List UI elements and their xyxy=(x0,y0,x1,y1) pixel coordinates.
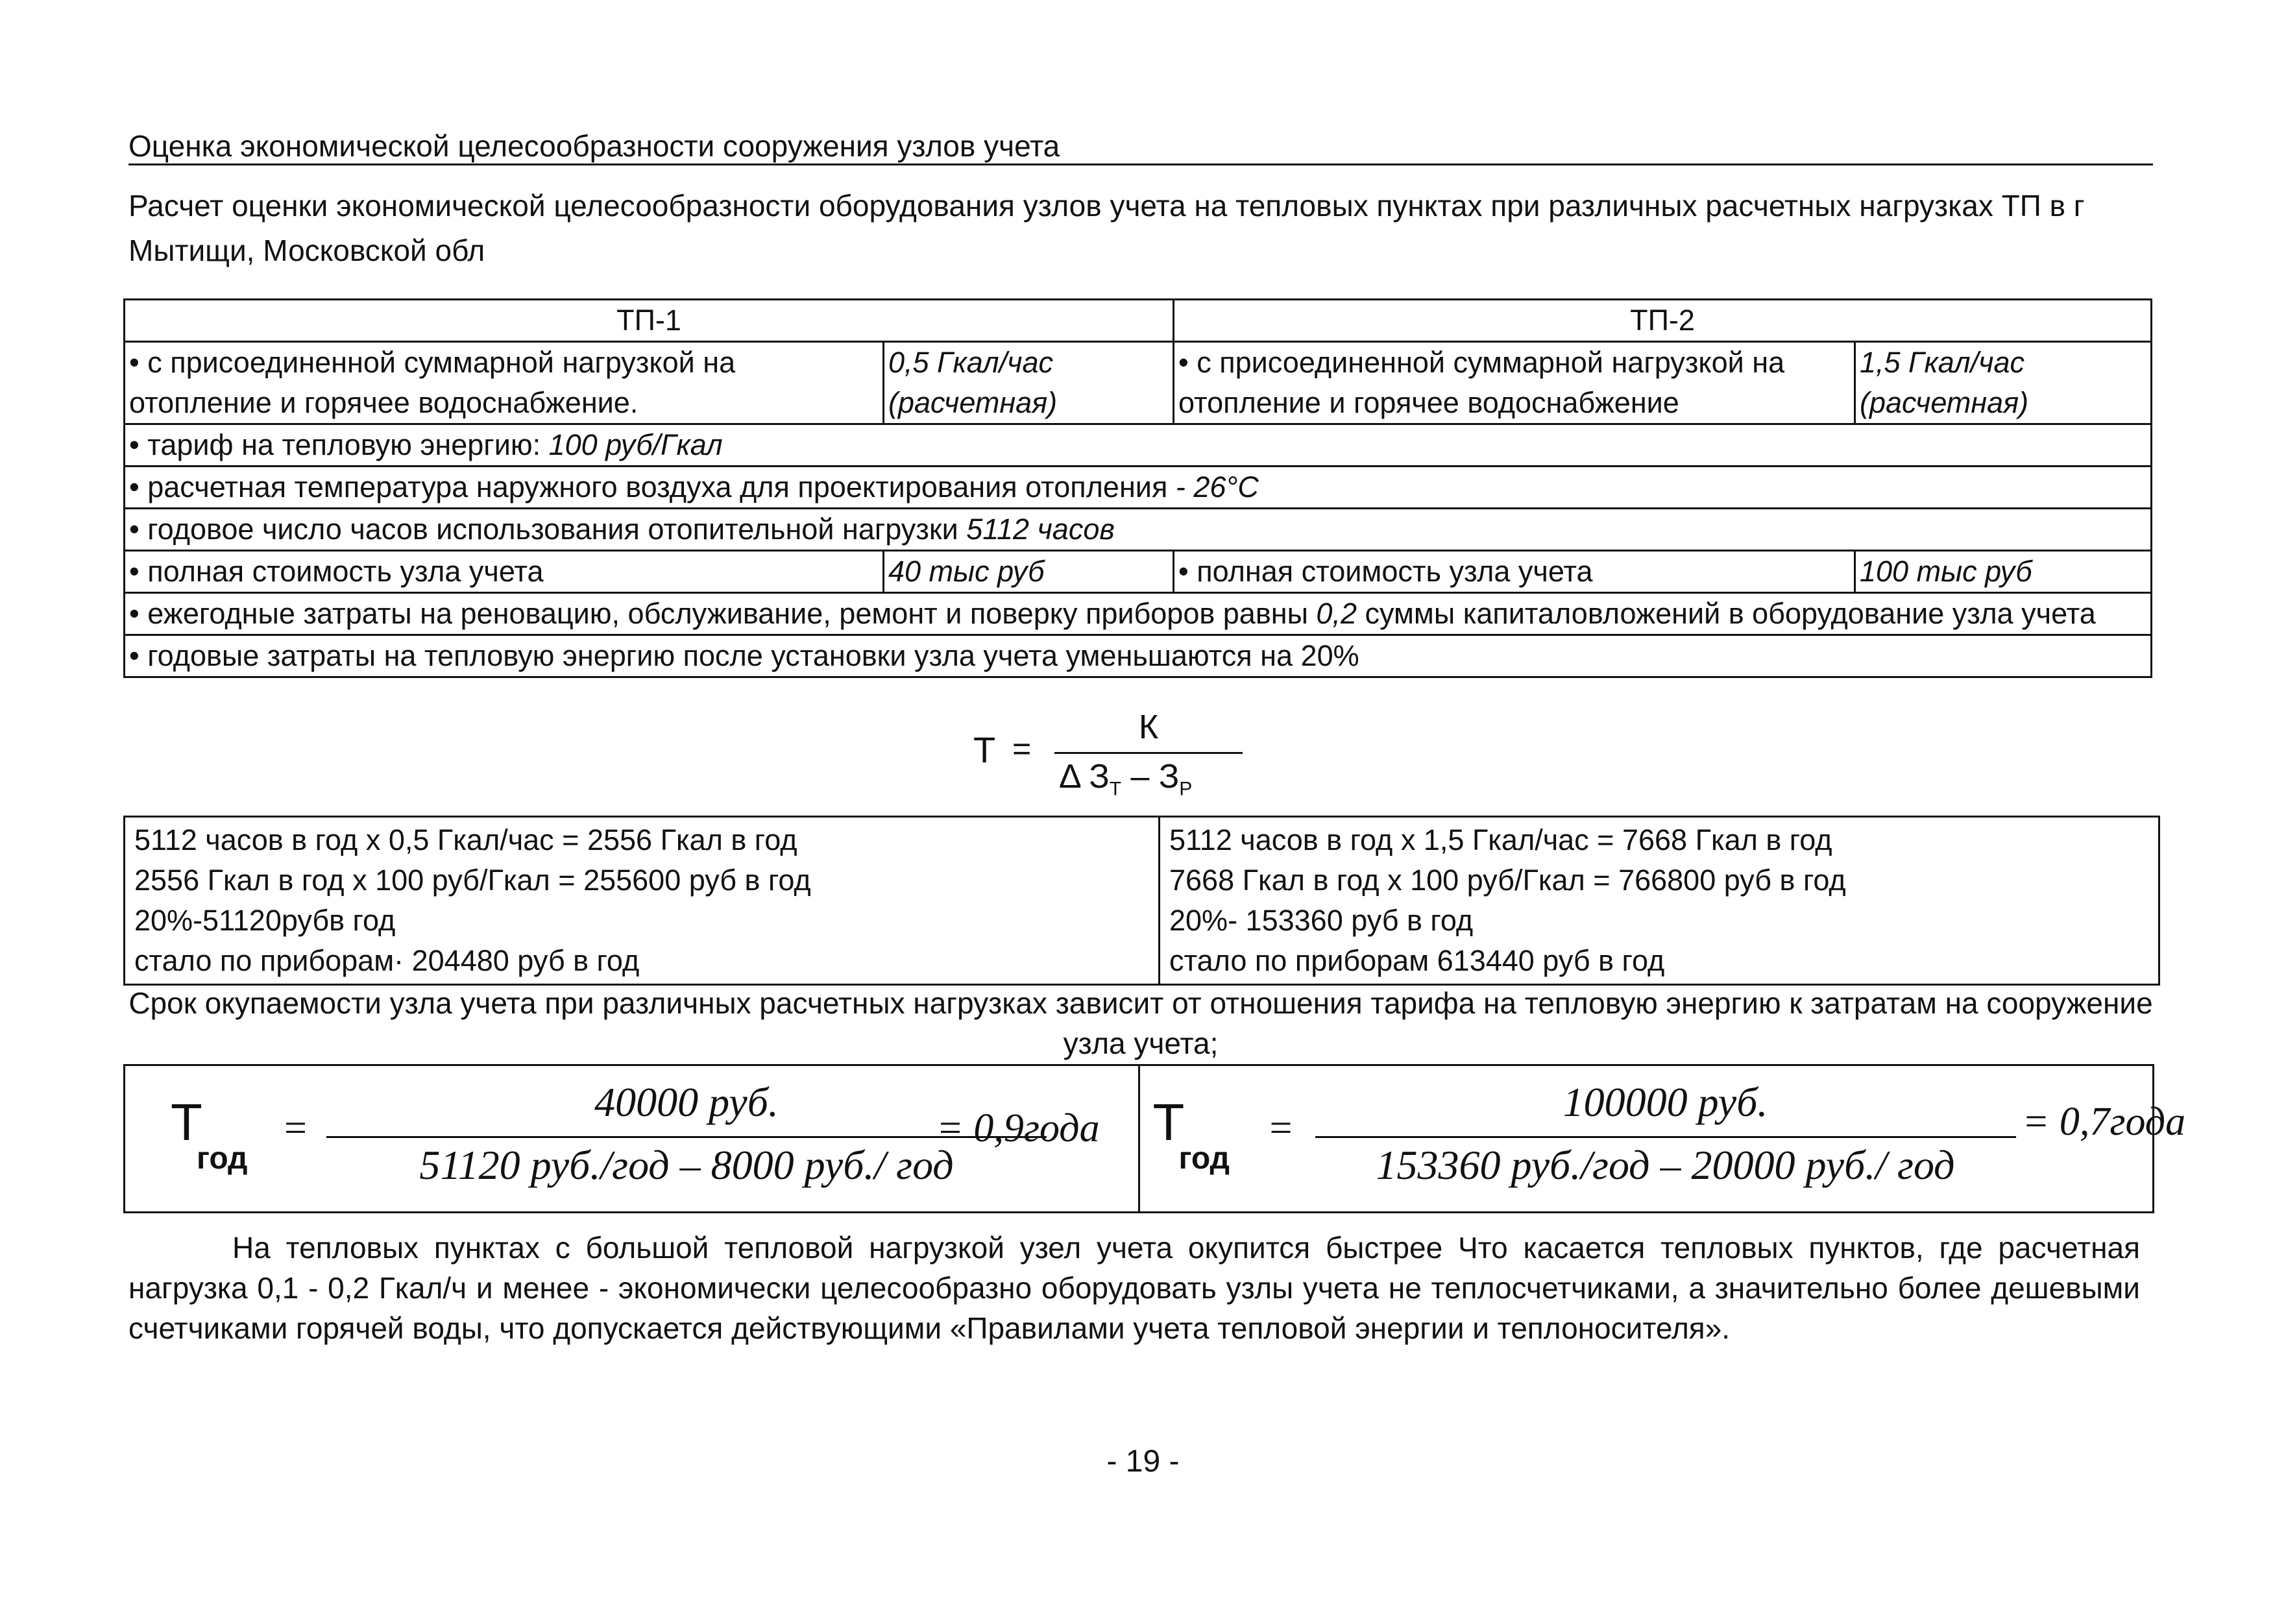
hours-row xyxy=(125,509,2152,551)
payback-equals: = xyxy=(284,1106,307,1150)
denominator-sub-p: Р xyxy=(1179,778,1193,800)
table-row xyxy=(125,593,2152,635)
conditions-table xyxy=(123,298,2152,678)
tp1-calc-line: 2556 Гкал в год х 100 руб/Гкал = 255600 руб в год xyxy=(134,864,811,897)
formula-lhs: Т xyxy=(973,729,996,770)
tp2-payback-formula xyxy=(1138,1066,2186,1211)
tp1-calc-line: 20%-51120рубв год xyxy=(134,904,396,937)
tp2-load-value: 1,5 Гкал/час (расчетная) xyxy=(1855,342,2152,424)
tp2-calculations xyxy=(1160,817,2159,985)
page-title: Оценка экономической целесообразности сооружения узлов учета xyxy=(128,128,2153,165)
intro-paragraph: Расчет оценки экономической целесообразности оборудования узлов учета на тепловых пунктах при различных расчетных нагрузках ТП в г Мытищи, Московской обл xyxy=(128,189,2085,267)
tp2-calc-line: стало по приборам 613440 руб в год xyxy=(1169,944,1665,977)
tp1-cost-value: 40 тыс руб xyxy=(884,551,1174,593)
tariff-label: • тариф на тепловую энергию: xyxy=(129,428,549,461)
page-number: - 19 - xyxy=(1106,1444,1180,1479)
formula-denominator xyxy=(1059,757,1192,801)
table-row xyxy=(125,342,2152,424)
tp1-cost-label: • полная стоимость узла учета xyxy=(125,551,884,593)
payback-denominator: 153360 руб./год – 20000 руб./ год xyxy=(1376,1142,1955,1188)
hours-label: • годовое число часов использования отопительной нагрузки xyxy=(129,513,967,546)
payback-equals: = xyxy=(1269,1106,1293,1150)
tariff-value: 100 руб/Гкал xyxy=(548,428,723,461)
tp2-cost-value: 100 тыс руб xyxy=(1855,551,2152,593)
table-row xyxy=(125,817,2159,985)
table-row xyxy=(125,424,2152,467)
tp1-payback-formula xyxy=(125,1066,1138,1211)
payback-fraction-bar xyxy=(1315,1136,2016,1138)
payback-main-formula xyxy=(973,710,1246,814)
calculations-table xyxy=(123,816,2160,986)
tp1-calc-line: стало по приборам· 204480 руб в год xyxy=(134,944,640,977)
renovation-value: 0,2 xyxy=(1316,597,1357,630)
table-row xyxy=(125,635,2152,677)
temperature-value: - 26°С xyxy=(1175,470,1259,503)
payback-result: = 0,7года xyxy=(2022,1100,2186,1144)
hours-value: 5112 часов xyxy=(966,513,1115,546)
tp2-calc-line: 20%- 153360 руб в год xyxy=(1169,904,1474,937)
payback-numerator: 100000 руб. xyxy=(1563,1079,1768,1125)
tp2-calc-line: 5112 часов в год х 1,5 Гкал/час = 7668 Гкал в год xyxy=(1169,823,1832,856)
tp2-calc-line: 7668 Гкал в год х 100 руб/Гкал = 766800 руб в год xyxy=(1169,864,1846,897)
renovation-text-end: суммы капиталовложений в оборудование узла учета xyxy=(1356,597,2096,630)
temperature-label: • расчетная температура наружного воздуха для проектирования отопления xyxy=(129,470,1176,503)
table-row xyxy=(125,509,2152,551)
payback-denominator: 51120 руб./год – 8000 руб./ год xyxy=(419,1142,954,1188)
table-row xyxy=(125,551,2152,593)
table-row xyxy=(125,467,2152,509)
tp1-calc-line: 5112 часов в год х 0,5 Гкал/час = 2556 Гкал в год xyxy=(134,823,797,856)
payback-numerator: 40000 руб. xyxy=(594,1079,779,1125)
payback-explanation: Срок окупаемости узла учета при различных расчетных нагрузках зависит от отношения тарифа на тепловую энергию к затратам на сооружение узла учета; xyxy=(128,986,2153,1060)
tp2-cost-label: • полная стоимость узла учета xyxy=(1174,551,1855,593)
payback-lhs-subscript: год xyxy=(1178,1141,1230,1176)
tp1-calculations xyxy=(125,817,1160,985)
payback-lhs-subscript: год xyxy=(197,1141,248,1176)
tp2-header: ТП-2 xyxy=(1174,300,2152,342)
payback-lhs: Т xyxy=(171,1093,202,1151)
denominator-sub-t: Т xyxy=(1109,778,1122,800)
renovation-text-start: • ежегодные затраты на реновацию, обслуживание, ремонт и поверку приборов равны xyxy=(129,597,1317,630)
tp1-load-value: 0,5 Гкал/час (расчетная) xyxy=(884,342,1174,424)
payback-formulas xyxy=(123,1064,2186,1213)
fraction-bar xyxy=(1054,752,1243,754)
formula-numerator: К xyxy=(1138,709,1159,746)
renovation-row xyxy=(125,593,2152,635)
payback-result: = 0,9года xyxy=(936,1106,1100,1150)
formula-equals: = xyxy=(1012,731,1032,767)
temperature-row xyxy=(125,467,2152,509)
table-row xyxy=(125,300,2152,342)
delta-cost-term: Δ З xyxy=(1059,758,1110,795)
tp1-header: ТП-1 xyxy=(125,300,1174,342)
savings-row: • годовые затраты на тепловую энергию после установки узла учета уменьшаются на 20% xyxy=(125,635,2152,677)
tp2-load-label: • с присоединенной суммарной нагрузкой на отопление и горячее водоснабжение xyxy=(1174,342,1855,424)
tariff-row xyxy=(125,424,2152,467)
payback-lhs: Т xyxy=(1152,1093,1185,1151)
tp1-load-label: • с присоединенной суммарной нагрузкой на отопление и горячее водоснабжение. xyxy=(125,342,884,424)
operating-cost-term: – З xyxy=(1130,758,1180,795)
closing-paragraph: На тепловых пунктах с большой тепловой нагрузкой узел учета окупится быстрее Что касается тепловых пунктов, где расчетная нагрузка 0,1 - 0,2 Гкал/ч и менее - экономически целесообразно оборудовать узлы учета не теплосчетчиками, а значительно более дешевыми счетчиками горячей воды, что допускается действующими «Правилами учета тепловой энергии и теплоносителя». xyxy=(128,1231,2140,1345)
